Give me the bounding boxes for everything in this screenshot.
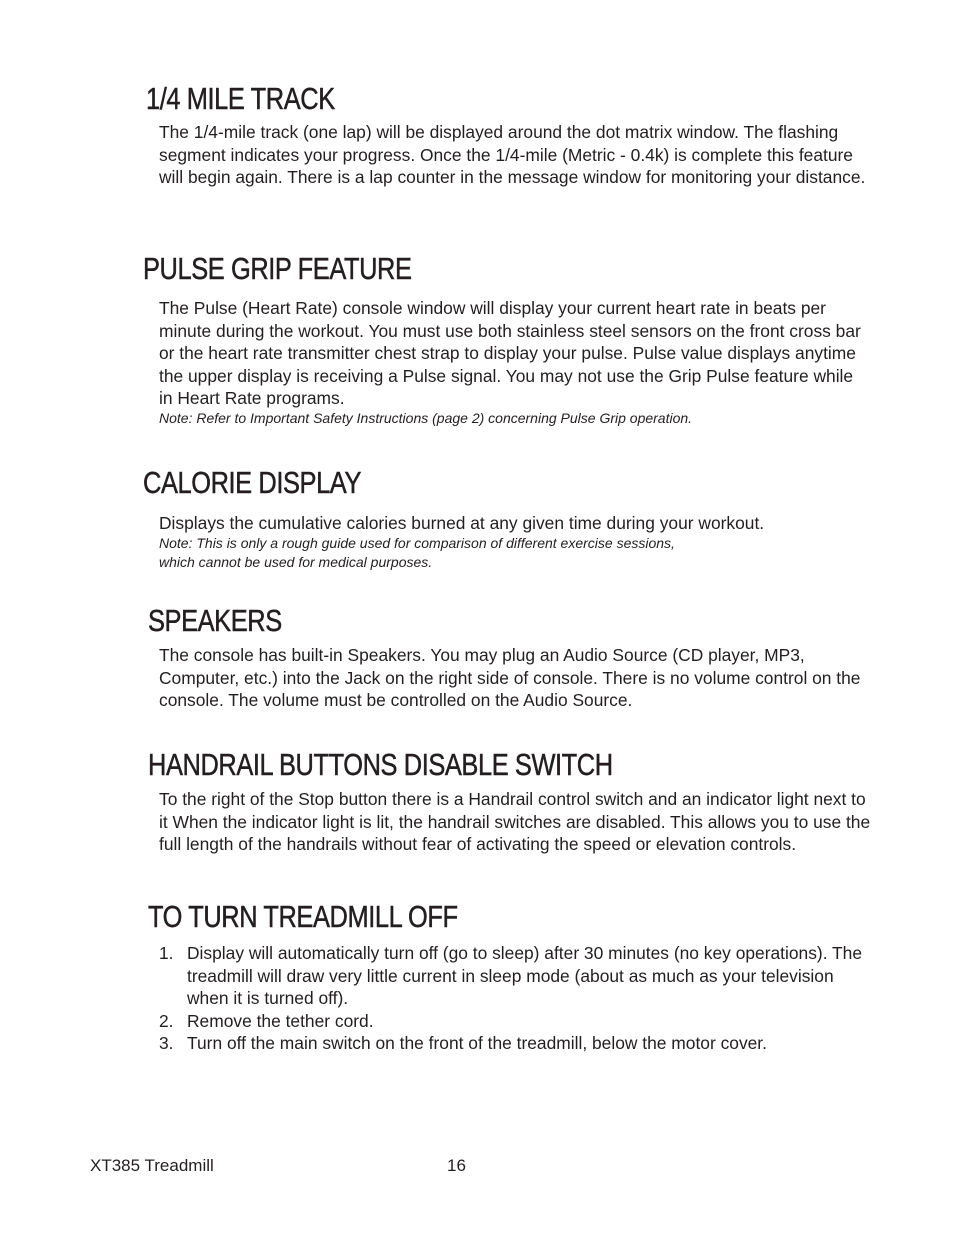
section-heading: TO TURN TREADMILL OFF (148, 899, 458, 934)
footer-page-number: 16 (447, 1156, 466, 1175)
section-heading: PULSE GRIP FEATURE (143, 251, 412, 286)
section-heading: HANDRAIL BUTTONS DISABLE SWITCH (148, 747, 613, 782)
section-note: Note: Refer to Important Safety Instructions (page 2) concerning Pulse Grip operation. (159, 410, 693, 426)
note-line: which cannot be used for medical purposes. (159, 554, 433, 570)
step-number: 3. (159, 1033, 174, 1053)
list-item (159, 1010, 871, 1033)
section-body: The console has built-in Speakers. You may plug an Audio Source (CD player, MP3, Computer, etc.) into the Jack on the right side of console. There is no volume control on the console. The volume must be controlled on the Audio Source. (159, 645, 861, 710)
steps-list (159, 942, 871, 1055)
section-heading: 1/4 MILE TRACK (146, 81, 335, 116)
section-body: The 1/4-mile track (one lap) will be displayed around the dot matrix window. The flashing segment indicates your progress. Once the 1/4-mile (Metric - 0.4k) is complete this feature will begin again. There is a lap counter in the message window for monitoring your distance. (159, 122, 866, 187)
note-line: Note: This is only a rough guide used for comparison of different exercise sessions, (159, 535, 675, 551)
list-item (159, 1032, 871, 1055)
step-text: Display will automatically turn off (go to sleep) after 30 minutes (no key operations). The treadmill will draw very little current in sleep mode (about as much as your television when it is turned off). (187, 943, 863, 1008)
section-heading: SPEAKERS (148, 603, 282, 638)
step-text: Turn off the main switch on the front of the treadmill, below the motor cover. (187, 1033, 767, 1053)
section-body: To the right of the Stop button there is a Handrail control switch and an indicator light next to it When the indicator light is lit, the handrail switches are disabled. This allows you to use the full length of the handrails without fear of activating the speed or elevation controls. (159, 789, 871, 854)
footer-product: XT385 Treadmill (90, 1156, 214, 1175)
section-note (159, 534, 871, 572)
step-number: 1. (159, 943, 174, 963)
section-body: The Pulse (Heart Rate) console window will display your current heart rate in beats per minute during the workout. You must use both stainless steel sensors on the front cross bar or the heart rate transmitter chest strap to display your pulse. Pulse value displays anytime the upper display is receiving a Pulse signal. You may not use the Grip Pulse feature while in Heart Rate programs. (159, 298, 861, 408)
step-number: 2. (159, 1010, 174, 1031)
list-item (159, 942, 871, 1010)
step-text: Remove the tether cord. (187, 1010, 374, 1031)
section-body: Displays the cumulative calories burned at any given time during your workout. (159, 513, 765, 533)
section-heading: CALORIE DISPLAY (143, 465, 362, 500)
